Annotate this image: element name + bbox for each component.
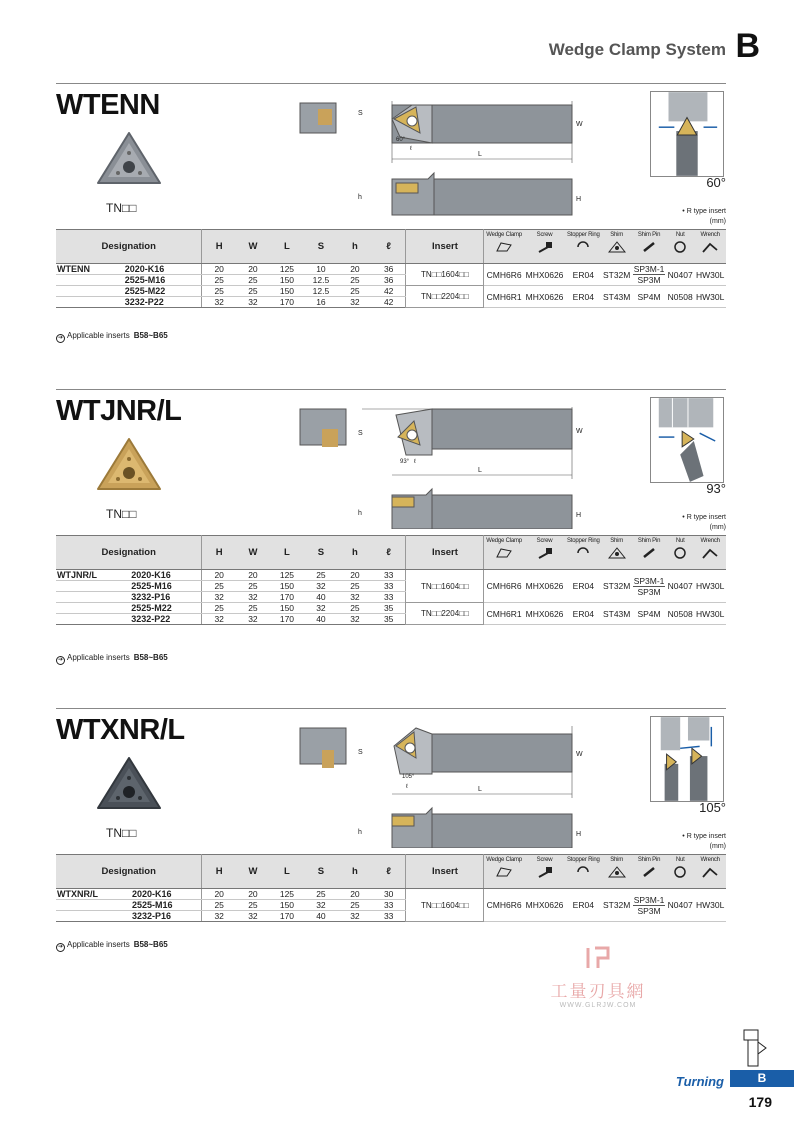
- dim-label-h-big: H: [576, 196, 582, 203]
- col-stopper-ring: Stopper Ring: [565, 855, 601, 889]
- nut-icon: [671, 547, 689, 559]
- section-title: WTJNR/L: [56, 395, 182, 427]
- r-type-note: • R type insert (mm): [682, 208, 726, 225]
- col-stopper-ring: Stopper Ring: [565, 536, 601, 570]
- section-wtjnr: [56, 389, 726, 689]
- approach-angle-label: 105°: [699, 800, 726, 815]
- r-type-note: • R type insert (mm): [682, 514, 726, 531]
- arrow-circle-icon: ➔: [57, 657, 64, 663]
- col-nut: Nut: [666, 230, 694, 264]
- col-insert: Insert: [406, 536, 484, 570]
- dim-label-h-small: h: [358, 510, 362, 517]
- turning-tool-icon: [740, 1026, 768, 1068]
- table-row: 3232-P22 32 32 170 16 32 42: [56, 297, 726, 308]
- dim-label-h-small: h: [358, 194, 362, 201]
- dim-label-h-big: H: [576, 831, 582, 838]
- wedge-clamp-icon: [495, 241, 513, 253]
- nut-icon: [671, 866, 689, 878]
- col-screw: Screw: [524, 536, 566, 570]
- dim-label-w: W: [576, 121, 583, 128]
- spec-table-wtjnr: [56, 535, 726, 625]
- wedge-clamp-icon: [495, 547, 513, 559]
- dim-label-ell: ℓ: [406, 784, 408, 790]
- r-type-note: • R type insert (mm): [682, 833, 726, 850]
- col-l: L: [270, 855, 304, 889]
- col-wrench: Wrench: [694, 536, 726, 570]
- shim-pin-icon: [640, 866, 658, 878]
- watermark-mark-icon: [585, 946, 611, 970]
- nut-icon: [671, 241, 689, 253]
- section-wtenn: [56, 83, 726, 383]
- approach-angle-label: 60°: [706, 175, 726, 190]
- col-w: W: [236, 536, 270, 570]
- col-shim: Shim: [601, 536, 632, 570]
- dim-label-ell: ℓ: [414, 459, 416, 465]
- spec-table-wtxnr: [56, 854, 726, 922]
- spec-table-wtenn: [56, 229, 726, 308]
- col-nut: Nut: [666, 855, 694, 889]
- wrench-icon: [701, 547, 719, 559]
- table-row: WTXNR/L 2020-K16 20 20 125 25 20 30 TN□□1604□□ CMH6R6 MHX0626 ER04 ST32M SP3M-1 SP3M N0407 HW30L: [56, 889, 726, 900]
- insert-wtxnr-icon: [94, 754, 164, 812]
- col-l: L: [270, 536, 304, 570]
- table-row: 3232-P16 32 32 170 40 32 33: [56, 911, 726, 922]
- col-ell: ℓ: [372, 536, 406, 570]
- angle-callout: 105°: [402, 774, 415, 780]
- angle-callout: 93°: [400, 459, 410, 465]
- shim-icon: [608, 241, 626, 253]
- table-row: 2525-M22 25 25 150 32 25 35 TN□□2204□□ CMH6R1 MHX0626 ER04 ST43M SP4M N0508 HW30L: [56, 603, 726, 614]
- dim-label-h-big: H: [576, 512, 582, 519]
- col-s: S: [304, 230, 338, 264]
- screw-icon: [536, 866, 554, 878]
- dim-label-s: S: [358, 430, 363, 437]
- tool-drawing-wtenn: [296, 93, 586, 223]
- col-wrench: Wrench: [694, 855, 726, 889]
- col-l: L: [270, 230, 304, 264]
- section-divider: [56, 389, 726, 390]
- col-s: S: [304, 855, 338, 889]
- col-h-big: H: [202, 536, 236, 570]
- col-s: S: [304, 536, 338, 570]
- dim-label-h-small: h: [358, 829, 362, 836]
- col-h-big: H: [202, 855, 236, 889]
- col-wedge-clamp: Wedge Clamp: [484, 536, 524, 570]
- watermark-logo: 工量刃具網 WWW.GLRJW.COM: [533, 946, 663, 1009]
- col-shim-pin: Shim Pin: [632, 536, 666, 570]
- angle-callout: 60°: [396, 137, 406, 143]
- approach-angle-diagram-icon: [650, 716, 724, 802]
- col-designation: Designation: [56, 230, 202, 264]
- col-insert: Insert: [406, 230, 484, 264]
- col-wedge-clamp: Wedge Clamp: [484, 230, 524, 264]
- applicable-inserts-note[interactable]: ➔ Applicable inserts B58~B65: [57, 940, 168, 950]
- col-h-small: h: [338, 230, 372, 264]
- wrench-icon: [701, 866, 719, 878]
- screw-icon: [536, 547, 554, 559]
- table-row: 3232-P22 32 32 170 40 32 35: [56, 614, 726, 625]
- tool-drawing-wtxnr: [296, 718, 586, 848]
- col-stopper-ring: Stopper Ring: [565, 230, 601, 264]
- insert-code-label: TN□□: [106, 201, 137, 215]
- col-w: W: [236, 230, 270, 264]
- applicable-inserts-note[interactable]: ➔ Applicable inserts B58~B65: [57, 331, 168, 341]
- table-row: 2525-M22 25 25 150 12.5 25 42 TN□□2204□□ CMH6R1 MHX0626 ER04 ST43M SP4M N0508 HW30L: [56, 286, 726, 297]
- dim-label-l: L: [478, 786, 482, 793]
- stopper-ring-icon: [574, 547, 592, 559]
- col-h-small: h: [338, 855, 372, 889]
- col-ell: ℓ: [372, 855, 406, 889]
- footer-section-label: Turning: [675, 1074, 724, 1089]
- col-screw: Screw: [524, 855, 566, 889]
- wrench-icon: [701, 241, 719, 253]
- col-insert: Insert: [406, 855, 484, 889]
- table-row: 2525-M16 25 25 150 32 25 33: [56, 900, 726, 911]
- stopper-ring-icon: [574, 866, 592, 878]
- col-shim: Shim: [601, 855, 632, 889]
- dim-label-s: S: [358, 749, 363, 756]
- page-number: 179: [748, 1094, 772, 1110]
- approach-angle-diagram-icon: [650, 397, 724, 483]
- insert-code-label: TN□□: [106, 507, 137, 521]
- insert-wtenn-icon: [94, 129, 164, 187]
- section-title: WTENN: [56, 89, 160, 121]
- col-ell: ℓ: [372, 230, 406, 264]
- page-header-title: Wedge Clamp System: [548, 40, 726, 59]
- col-w: W: [236, 855, 270, 889]
- col-shim-pin: Shim Pin: [632, 230, 666, 264]
- insert-code-label: TN□□: [106, 826, 137, 840]
- col-shim-pin: Shim Pin: [632, 855, 666, 889]
- table-row: 3232-P16 32 32 170 40 32 33: [56, 592, 726, 603]
- col-h-big: H: [202, 230, 236, 264]
- applicable-inserts-note[interactable]: ➔ Applicable inserts B58~B65: [57, 653, 168, 663]
- page-header-letter: B: [735, 27, 760, 65]
- col-nut: Nut: [666, 536, 694, 570]
- footer-section-tab[interactable]: B: [730, 1070, 794, 1087]
- dim-label-s: S: [358, 110, 363, 117]
- section-divider: [56, 708, 726, 709]
- approach-angle-diagram-icon: [650, 91, 724, 177]
- tool-drawing-wtjnr: [296, 399, 586, 529]
- stopper-ring-icon: [574, 241, 592, 253]
- col-h-small: h: [338, 536, 372, 570]
- arrow-circle-icon: ➔: [57, 335, 64, 341]
- dim-label-w: W: [576, 428, 583, 435]
- section-title: WTXNR/L: [56, 714, 185, 746]
- col-designation: Designation: [56, 536, 202, 570]
- screw-icon: [536, 241, 554, 253]
- shim-icon: [608, 547, 626, 559]
- table-row: 2525-M16 25 25 150 32 25 33: [56, 581, 726, 592]
- table-row: WTJNR/L 2020-K16 20 20 125 25 20 33 TN□□1604□□ CMH6R6 MHX0626 ER04 ST32M SP3M-1 SP3M N0407 HW30L: [56, 570, 726, 581]
- table-row: WTENN 2020-K16 20 20 125 10 20 36 TN□□1604□□ CMH6R6 MHX0626 ER04 ST32M SP3M-1 SP3M N0407 HW30L: [57, 264, 725, 285]
- arrow-circle-icon: ➔: [57, 944, 64, 950]
- insert-wtjnr-icon: [94, 435, 164, 493]
- table-row: 2525-M16 25 25 150 12.5 25 36: [56, 275, 726, 286]
- col-designation: Designation: [56, 855, 202, 889]
- wedge-clamp-icon: [495, 866, 513, 878]
- col-shim: Shim: [601, 230, 632, 264]
- section-divider: [56, 83, 726, 84]
- dim-label-w: W: [576, 751, 583, 758]
- shim-pin-icon: [640, 241, 658, 253]
- dim-label-l: L: [478, 467, 482, 474]
- approach-angle-label: 93°: [706, 481, 726, 496]
- col-screw: Screw: [524, 230, 566, 264]
- col-wrench: Wrench: [694, 230, 726, 264]
- dim-label-ell: ℓ: [410, 146, 412, 152]
- dim-label-l: L: [478, 151, 482, 158]
- shim-icon: [608, 866, 626, 878]
- col-wedge-clamp: Wedge Clamp: [484, 855, 524, 889]
- shim-pin-icon: [640, 547, 658, 559]
